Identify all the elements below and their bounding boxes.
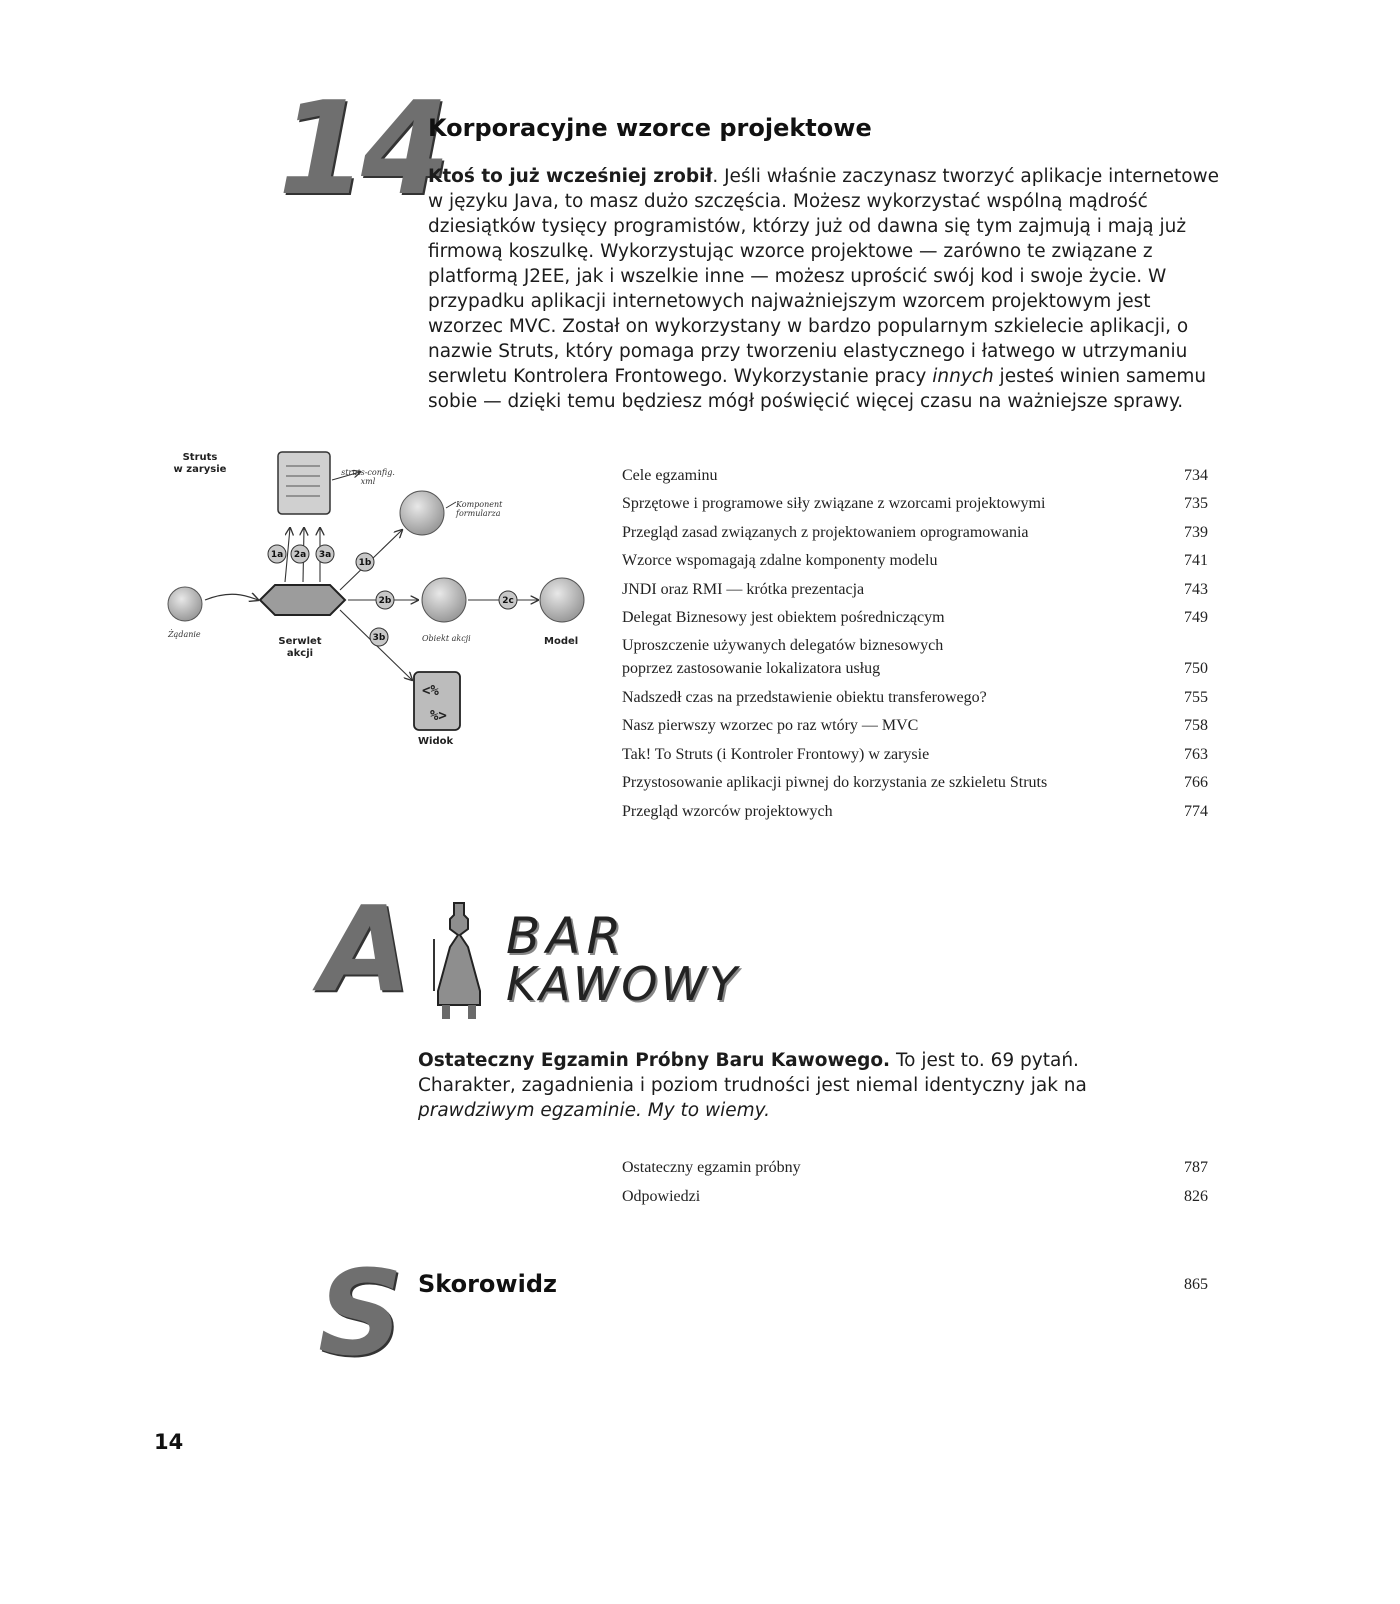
intro-italic: innych xyxy=(932,366,994,387)
coffee-bar-logo xyxy=(424,895,741,1025)
action-circle xyxy=(422,578,466,622)
appendix-letter: A xyxy=(320,880,406,1018)
step-3a: 3a xyxy=(318,550,332,560)
toc-entry[interactable]: Przystosowanie aplikacji piwnej do korzystania ze szkieletu Struts 766 xyxy=(622,774,1208,791)
index-page[interactable]: 865 xyxy=(1184,1276,1208,1293)
model-circle xyxy=(540,578,584,622)
chapter-number: 14 xyxy=(278,75,445,224)
toc-entry[interactable]: Delegat Biznesowy jest obiektem pośredniczącym 749 xyxy=(622,609,1208,626)
diagram-heading-line2: w zarysie xyxy=(173,464,227,475)
logo-text-bar: BAR xyxy=(506,907,628,965)
step-1a: 1a xyxy=(270,550,284,560)
config-label: struts-config. xml xyxy=(341,468,395,486)
appendix-intro xyxy=(418,1048,1138,1123)
step-3b: 3b xyxy=(372,633,386,643)
servlet-hexagon xyxy=(260,585,345,615)
form-bean-circle xyxy=(400,491,444,535)
toc-entry[interactable]: Sprzętowe i programowe siły związane z wzorcami projektowymi 735 xyxy=(622,495,1208,512)
toc-entry[interactable]: Nasz pierwszy wzorzec po raz wtóry — MVC 758 xyxy=(622,717,1208,734)
request-circle xyxy=(168,587,202,621)
toc-entry[interactable]: Ostateczny egzamin próbny 787 xyxy=(622,1159,1208,1176)
toc-entry[interactable]: Odpowiedzi 826 xyxy=(622,1188,1208,1205)
logo-text-kawowy: KAWOWY xyxy=(506,957,741,1011)
chapter-title: Korporacyjne wzorce projektowe xyxy=(428,114,872,142)
toc-entry[interactable]: Cele egzaminu 734 xyxy=(622,466,1208,484)
intro-text-end: jesteś winien samemu sobie — dzięki temu będziesz mógł poświęcić więcej czasu na ważniejsze sprawy. xyxy=(428,366,1207,412)
form-bean-label: Komponent formularza xyxy=(456,500,503,518)
toc-entry[interactable]: Przegląd wzorców projektowych 774 xyxy=(622,802,1208,820)
servlet-label: Serwlet akcji xyxy=(278,636,322,659)
step-2a: 2a xyxy=(293,550,307,560)
appendix-intro-lead: Ostateczny Egzamin Próbny Baru Kawowego. xyxy=(418,1050,891,1071)
struts-diagram xyxy=(160,450,630,780)
index-title: Skorowidz xyxy=(418,1270,557,1298)
chapter-intro xyxy=(428,164,1228,414)
config-document-icon xyxy=(278,452,330,514)
toc-entry[interactable]: Tak! To Struts (i Kontroler Frontowy) w zarysie 763 xyxy=(622,745,1208,763)
svg-text:%>: %> xyxy=(430,708,447,724)
step-2c: 2c xyxy=(502,596,514,606)
toc-entry[interactable]: Przegląd zasad związanych z projektowaniem oprogramowania 739 xyxy=(622,523,1208,541)
diagram-heading-line1: Struts xyxy=(182,452,218,463)
request-label: Żądanie xyxy=(168,630,201,639)
model-label: Model xyxy=(544,636,579,647)
toc-entry[interactable]: Wzorce wspomagają zdalne komponenty modelu 741 xyxy=(622,552,1208,569)
appendix-intro-text: To jest to. 69 pytań. Charakter, zagadnienia i poziom trudności jest niemal identyczny jak na xyxy=(418,1050,1087,1096)
svg-text:<%: <% xyxy=(422,683,439,699)
appendix-intro-italic: prawdziwym egzaminie. My to wiemy. xyxy=(418,1100,771,1121)
coffee-pot-icon xyxy=(424,895,504,1025)
step-2b: 2b xyxy=(378,596,392,606)
toc-entry[interactable]: Nadszedł czas na przedstawienie obiektu transferowego? 755 xyxy=(622,688,1208,706)
step-1b: 1b xyxy=(358,558,372,568)
diagram-graphic xyxy=(160,450,630,780)
toc-entry[interactable]: Uproszczenie używanych delegatów biznesowych poprzez zastosowanie lokalizatora usług 750 xyxy=(622,637,1208,677)
page-number: 14 xyxy=(154,1430,184,1454)
intro-lead: Ktoś to już wcześniej zrobił xyxy=(428,166,713,187)
chapter-toc xyxy=(622,458,1208,823)
index-letter: S xyxy=(318,1244,397,1382)
appendix-toc xyxy=(622,1150,1208,1208)
view-label: Widok xyxy=(418,736,454,747)
action-label: Obiekt akcji xyxy=(422,634,471,643)
toc-entry[interactable]: JNDI oraz RMI — krótka prezentacja 743 xyxy=(622,580,1208,598)
intro-text: . Jeśli właśnie zaczynasz tworzyć aplikacje internetowe w języku Java, to masz dużo szczęścia. Możesz wykorzystać wspólną mądrość dziesiątków tysięcy programistów, którzy już od dawna się tym zajmują i mają już firmową koszulkę. Wykorzystując wzorce projektowe — zarówno te związane z platformą J2EE, jak i wszelkie inne — możesz uprościć swój kod i swoje życie. W przypadku aplikacji internetowych najważniejszym wzorcem projektowym jest wzorzec MVC. Został on wykorzystany w bardzo popularnym szkielecie aplikacji, o nazwie Struts, który pomaga przy tworzeniu elastycznego i łatwego w utrzymaniu serwletu Kontrolera Frontowego. Wykorzystanie pracy xyxy=(428,166,1220,387)
view-document-icon xyxy=(414,672,460,730)
